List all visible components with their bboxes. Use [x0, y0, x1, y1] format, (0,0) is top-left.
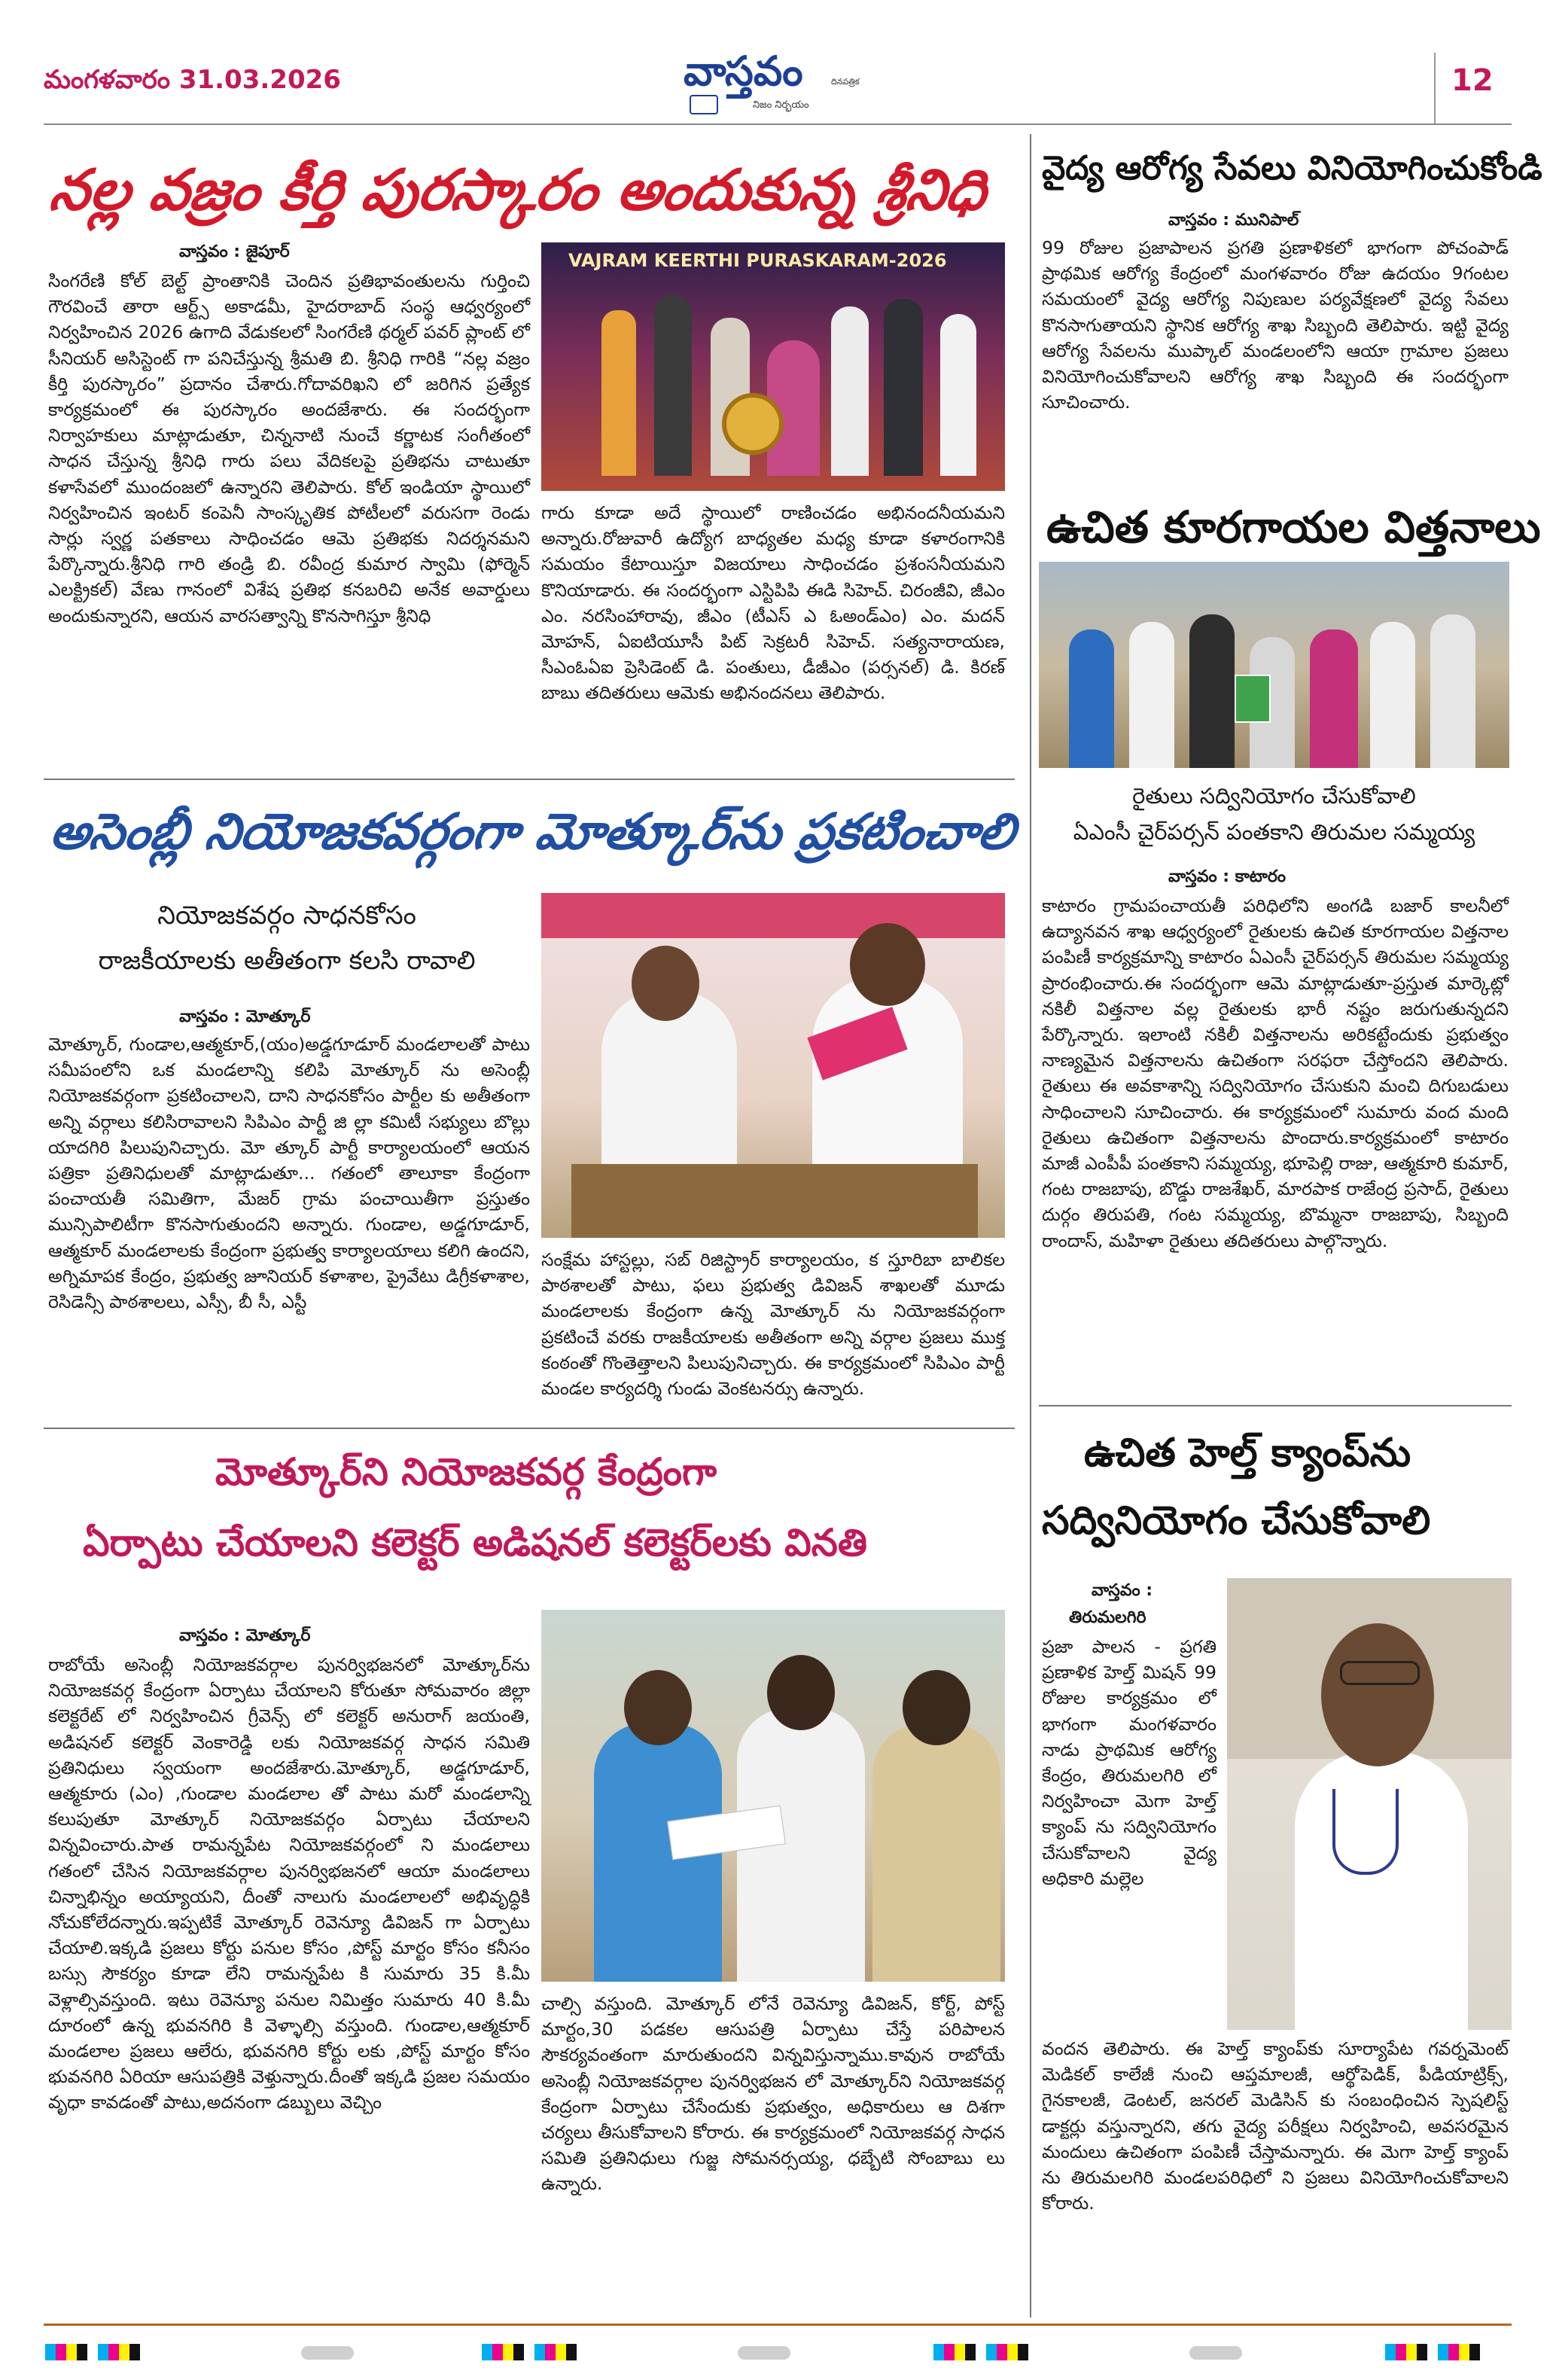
story2-body-right: సంక్షేమ హాస్టల్లు, సబ్ రిజిస్ట్రార్ కార్యాలయం, క స్తూరిబా బాలికల పాఠశాలతో పాటు, ఫలు ప్రభుత్వ డివిజన్ శాఖలతో మూడు మండలాలకు కేంద్రంగా ఉన్న మోత్కూర్ ను నియోజకవర్గంగా ప్రకటించే వరకు రాజకీయాలకు అతీతంగా అన్ని వర్గాల ప్రజలు ముక్త కంఠంతో గొంతెత్తాలని పిలుపునిచ్చారు. ఈ కార్యక్రమంలో సిపిఎం పార్టీ మండల కార్యదర్శి గుండు వెంకటనర్సు ఉన్నారు. [541, 1249, 1005, 1400]
story2-subhead-2: రాజకీయాలకు అతీతంగా కలసి రావాలి [98, 946, 476, 976]
story5-subhead-2: ఏఎంసీ చైర్‌పర్సన్ పంతకాని తిరుమల సమ్మయ్య [1073, 819, 1475, 845]
masthead-logo [684, 47, 860, 116]
story4-dateline: వాస్తవం : మునిపాల్ [1168, 211, 1299, 230]
logo-emblem-icon [690, 95, 718, 114]
story2-headline: అసెంబ్లీ నియోజకవర్గంగా మోత్కూర్‌ను ప్రకటించాలి [46, 803, 1019, 861]
color-bar-left [45, 2344, 140, 2360]
story5-dateline: వాస్తవం : కాటారం [1168, 867, 1287, 886]
story5-seed-distribution-photo [1039, 562, 1509, 768]
story6-body-narrow: ప్రజా పాలన - ప్రగతి ప్రణాళిక హెల్త్ మిషన్ 99 రోజుల కార్యక్రమం లో భాగంగా మంగళవారం నాడు ప్రాథమిక ఆరోగ్య కేంద్రం, తిరుమలగిరి లో నిర్వహించా మెగా హెల్త్ క్యాంప్ ను సద్వినియోగం చేసుకోవాలని వైద్య అధికారి మల్లెల [1042, 1636, 1216, 1889]
story2-subhead-1: నియోజకవర్గం సాధనకోసం [157, 900, 416, 931]
story4-body: 99 రోజుల ప్రజాపాలన ప్రగతి ప్రణాళికలో భాగంగా పోచంపాడ్ ప్రాథమిక ఆరోగ్య కేంద్రంలో మంగళవారం రోజు ఉదయం 9గంటల సమయంలో వైద్య ఆరోగ్య నిపుణుల పర్యవేక్షణలో వైద్య సేవలు కొనసాగుతాయని స్థానిక ఆరోగ్య శాఖ సిబ్బంది తెలిపారు. ఇట్టి వైద్య ఆరోగ్య సేవలను ముప్కాల్ మండలంలోని ఆయా గ్రామాల ప్రజలు వినియోగించుకోవాలని ఆరోగ్య శాఖ సిబ్బంది ఈ సందర్భంగా సూచించారు. [1042, 237, 1509, 413]
story6-dateline-1: వాస్తవం : [1092, 1581, 1153, 1600]
story6-body-wide: వందన తెలిపారు. ఈ హెల్త్ క్యాంప్‌కు సూర్యాపేట గవర్నమెంట్ మెడికల్ కాలేజీ నుంచి ఆప్తమాలజీ, ఆర్థోపెడిక్, పీడియాట్రిక్స్, గైనకాలజీ, డెంటల్, జనరల్ మెడిసిన్ కు సంబంధించిన స్పెషలిస్ట్ డాక్టర్లు వస్తున్నారని, తగు వైద్య పరీక్షలు నిర్వహించి, అవసరమైన మందులు ఉచితంగా పంపిణీ చేస్తామన్నారు. ఈ మెగా హెల్త్ క్యాంప్ ను తిరుమలగిరి మండలపరిధిలో ని ప్రజలు వినియోగించుకోవాలని కోరారు. [1042, 2038, 1509, 2214]
seed-packet-icon [1235, 675, 1271, 723]
story6-doctor-photo [1227, 1578, 1512, 2030]
masthead-divider [1434, 53, 1436, 125]
story2-press-photo [541, 893, 1005, 1238]
masthead-rule [44, 123, 1512, 125]
masthead-date: మంగళవారం 31.03.2026 [44, 65, 341, 95]
story2-body-left: మోత్కూర్, గుండాల,ఆత్మకూర్,(యం)అడ్డగూడూర్ మండలాలతో పాటు సమీపంలోని ఒక మండలాన్ని కలిపి మోత్కూర్ ను అసెంబ్లీ నియోజకవర్గంగా ప్రకటించాలని, దాని సాధనకోసం పార్టీల కు అతీతంగా అన్ని వర్గాలు కలిసిరావాలని సిపిఎం పార్టీ జి ల్లా కమిటీ సభ్యులు బొల్లు యాదగిరి పిలుపునిచ్చారు. మో త్కూర్ పార్టీ కార్యాలయంలో ఆయన పత్రికా ప్రతినిధులతో మాట్లాడుతూ... గతంలో తాలూకా కేంద్రంగా పంచాయతీ సమితిగా, మేజర్ గ్రామ పంచాయితీగా ప్రస్తుతం మున్సిపాలిటీగా కొనసాగుతుందని అన్నారు. గుండాల, అడ్డగూడూర్, ఆత్మకూర్ మండలాలకు కేంద్రంగా ప్రభుత్వ కార్యాలయాలు కలిగి ఉందని, అగ్నిమాపక కేంద్రం, ప్రభుత్వ జూనియర్ కళాశాల, ప్రైవేటు డిగ్రీకళాశాల, రెసిడెన్సీ పాఠశాలలు, ఎస్సీ, బీ సీ, ఎస్టీ [48, 1034, 530, 1313]
color-bar-3 [933, 2344, 1028, 2360]
logo-wordmark: వాస్తవం [684, 47, 803, 95]
registration-mark-3 [1189, 2346, 1242, 2360]
story1-headline: నల్ల వజ్రం కీర్తి పురస్కారం అందుకున్న శ్రీనిధి [46, 157, 991, 223]
story3-body-left: రాబోయే అసెంబ్లీ నియోజకవర్గాల పునర్విభజనలో మోత్కూర్‌ను నియోజకవర్గ కేంద్రంగా ఏర్పాటు చేయాలని కోరుతూ సోమవారం జిల్లా కలెక్టరేట్ లో నిర్వహించిన గ్రీవెన్స్ లో కలెక్టర్ అనురాగ్ జయంతి, అడిషనల్ కలెక్టర్ వెంకారెడ్డి లకు నియోజకవర్గ సాధన సమితి ప్రతినిధులు స్వయంగా అందజేశారు.మోత్కూర్, అడ్డగూడూర్, ఆత్మకూరు (ఎం) ,గుండాల మండలాల తో పాటు మరో మండలాన్ని కలుపుతూ మోత్కూర్ నియోజకవర్గం ఏర్పాటు చేయాలని విన్నవించారు.పాత రామన్నపేట నియోజకవర్గంలో ని మండలాలు గతంలో చేసిన నియోజకవర్గాల పునర్విభజనలో ఆయా మండలాలు చిన్నాభిన్నం అయ్యాయని, దీంతో నాలుగు మండలాలలో అభివృద్ధికి నోచుకోలేదన్నారు.ఇప్పటికే మోత్కూర్ రెవెన్యూ డివిజన్ గా ఏర్పాటు చేయాలి.ఇక్కడి ప్రజలు కోర్టు పనుల కోసం ,పోస్ట్ మార్టం కోసం కనీసం బస్సు సౌకర్యం కూడా లేని రామన్నపేట కి సుమారు 35 కి.మీ వెళ్లాల్సివస్తుంది. ఇటు రెవెన్యూ పనుల నిమిత్తం సుమారు 40 కి.మీ దూరంలో ఉన్న భువనగిరి కి వెళ్ళాల్సి వస్తుంది. గుండాల,ఆత్మకూర్ మండలాల ప్రజలు ఆలేరు, భువనగిరి కోర్టు లకు ,పోస్ట్ మార్టం కోసం భువనగిరి ఏరియా ఆసుపత్రికి వెళ్తున్నారు.దీంతో ఇక్కడి ప్రజల సమయం వృధా కావడంతో పాటు,అదనంగా డబ్బులు వెచ్చిం [48, 1654, 530, 2113]
story5-headline: ఉచిత కూరగాయల విత్తనాలు [1046, 501, 1541, 553]
story5-rule [1039, 1405, 1512, 1406]
story2-dateline: వాస్తవం : మోత్కూర్ [179, 1007, 311, 1026]
story3-headline-1: మోత్కూర్‌ని నియోజకవర్గ కేంద్రంగా [215, 1450, 717, 1494]
registration-mark-1 [301, 2346, 354, 2360]
story3-body-right: చాల్సి వస్తుంది. మోత్కూర్ లోనే రెవెన్యూ డివిజన్, కోర్ట్, పోస్ట్ మార్టం,30 పడకల ఆసుపత్రి ఏర్పాటు చేస్తే పరిపాలన సౌకర్యవంతంగా మారుతుందని విన్నవిస్తున్నాము.కావున రాబోయే అసెంబ్లీ నియోజకవర్గాల పునర్విభజన లో మోత్కూర్‌ని నియోజకవర్గ కేంద్రంగా ఏర్పాటు చేసేందుకు ప్రభుత్వం, అధికారులు ఆ దిశగా చర్యలు తీసుకోవాలని కోరారు. ఈ కార్యక్రమంలో నియోజకవర్గ సాధన సమితి ప్రతినిధులు గుజ్జ సోమనర్సయ్య, ధబ్బేటి సోంబాబు లు ఉన్నారు. [541, 1993, 1005, 2195]
story1-body-left: సింగరేణి కోల్ బెల్ట్ ప్రాంతానికి చెందిన ప్రతిభావంతులను గుర్తించి గౌరవించే తారా ఆర్ట్స్ అకాడమీ, హైదరాబాద్ సంస్థ ఆధ్వర్యంలో నిర్వహించిన 2026 ఉగాది వేడుకలలో సింగరేణి థర్మల్ పవర్ ప్లాంట్ లో సీనియర్ అసిస్టెంట్ గా పనిచేస్తున్న శ్రీమతి బి. శ్రీనిధి గారికి “నల్ల వజ్రం కీర్తి పురస్కారం” ప్రదానం చేశారు.గోదావరిఖని లో జరిగిన ప్రత్యేక కార్యక్రమంలో ఈ పురస్కారం అందజేశారు. ఈ సందర్భంగా నిర్వాహకులు మాట్లాడుతూ, చిన్ననాటి నుంచే కర్ణాటక సంగీతంలో సాధన చేస్తున్న శ్రీనిధి గారు పలు వేదికలపై ప్రతిభను చాటుతూ కళాసేవలో ముందంజలో ఉన్నారని తెలిపారు. కోల్ ఇండియా స్థాయిలో నిర్వహించిన ఇంటర్ కంపెనీ సాంస్కృతిక పోటీలలో వరుసగా రెండు సార్లు స్వర్ణ పతకాలు సాధించడం ఆమె ప్రతిభకు నిదర్శనమని పేర్కొన్నారు.శ్రీనిధి గారి తండ్రి బి. రవీంద్ర కుమార స్వామి (ఫోర్మెన్ ఎలక్ట్రికల్) వేణు గానంలో విశేష ప్రతిభ కనబరిచి అనేక అవార్డులు అందుకున్నారని, ఆయన వారసత్వాన్ని కొనసాగిస్తూ శ్రీనిధి [48, 270, 530, 626]
story1-award-photo [541, 242, 1005, 491]
story1-body-right: గారు కూడా అదే స్థాయిలో రాణించడం అభినందనీయమని అన్నారు.రోజువారీ ఉద్యోగ బాధ్యతల మధ్య కూడా కళారంగానికి సమయం కేటాయిస్తూ విజయాలు సాధించడం ప్రశంసనీయమని కొనియాడారు. ఈ సందర్భంగా ఎస్టిపిపి ఈడి సిహెచ్. చిరంజీవి, జీఎం ఎం. నరసింహారావు, జీఎం (టీఎస్ ఎ ఓఅండ్ఎం) ఎం. మదన్ మోహన్, ఏఐటియూసీ పిట్ సెక్రటరీ సిహెచ్. సత్యనారాయణ, సీఎంఓఏఐ ప్రెసిడెంట్ డి. పంతులు, డీజీఎం (పర్సనల్) డి. కిరణ్ బాబు తదితరులు ఆమెకు అభినందనలు తెలిపారు. [541, 502, 1005, 704]
story6-headline-2: సద్వినియోగం చేసుకోవాలి [1042, 1498, 1431, 1543]
logo-tagline: నిజం నిర్భయం [753, 99, 809, 111]
story1-dateline: వాస్తవం : జైపూర్ [179, 242, 290, 261]
stethoscope-icon [1332, 1789, 1399, 1875]
award-banner: VAJRAM KEERTHI PURASKARAM-2026 [568, 250, 947, 271]
story2-rule [44, 1428, 1015, 1429]
registration-mark-2 [738, 2346, 790, 2360]
story4-headline: వైద్య ఆరోగ్య సేవలు వినియోగించుకోండి [1042, 149, 1542, 187]
logo-side-label: దినపత్రిక [831, 77, 860, 87]
trophy-icon [722, 393, 784, 455]
story5-body: కాటారం గ్రామపంచాయతీ పరిధిలోని అంగడి బజార్ కాలనీలో ఉద్యానవన శాఖ ఆధ్వర్యంలో రైతులకు ఉచిత కూరగాయల విత్తనాల పంపిణీ కార్యక్రమాన్ని కాటారం ఏఎంసీ చైర్‌పర్సన్ తిరుమల సమ్మయ్య ప్రారంభించారు.ఈ సందర్భంగా ఆమె మాట్లాడుతూ-ప్రస్తుత మార్కెట్లో నకిలీ విత్తనాల వల్ల రైతులకు భారీ నష్టం జరుగుతున్నదని పేర్కొన్నారు. ఇలాంటి నకిలీ విత్తనాలను అరికట్టేందుకు ప్రభుత్వం నాణ్యమైన విత్తనాలను ఉచితంగా సరఫరా చేస్తోందని తెలిపారు. రైతులు ఈ అవకాశాన్ని సద్వినియోగం చేసుకుని మంచి దిగుబడులు సాధించాలని సూచించారు. ఈ కార్యక్రమంలో సుమారు వంద మంది రైతులు ఉచితంగా విత్తనాలను పొందారు.కార్యక్రమంలో కాటారం మాజీ ఎంపీపీ పంతకాని సమ్మయ్య, భూపెల్లి రాజు, ఆత్మకూరి కుమార్, గంట రాజబాపు, బొడ్డు రాజశేఖర్, మారపాక రాజేంద్ర ప్రసాద్, రైతులు దుర్గం తిరుపతి, గంట సమ్మయ్య, బొమ్మనా రాజబాపు, సిబ్బంది రాందాస్, మహిళా రైతులు తదితరులు పాల్గొన్నారు. [1042, 895, 1509, 1251]
story5-subhead-1: రైతులు సద్వినియోగం చేసుకోవాలి [1132, 783, 1416, 809]
color-bar-2 [482, 2344, 577, 2360]
story3-headline-2: ఏర్పాటు చేయాలని కలెక్టర్ అడిషనల్ కలెక్టర్‌లకు వినతి [83, 1521, 867, 1565]
page-number: 12 [1451, 63, 1494, 98]
story3-dateline: వాస్తవం : మోత్కూర్ [179, 1626, 311, 1645]
color-bar-right [1385, 2344, 1480, 2360]
story1-rule [44, 779, 1015, 780]
story6-headline-1: ఉచిత హెల్త్ క్యాంప్‌ను [1084, 1431, 1411, 1476]
column-divider [1030, 134, 1031, 2318]
story3-petition-photo [541, 1610, 1005, 1982]
footer-rule [44, 2324, 1512, 2326]
story6-dateline-2: తిరుమలగిరి [1069, 1608, 1146, 1627]
